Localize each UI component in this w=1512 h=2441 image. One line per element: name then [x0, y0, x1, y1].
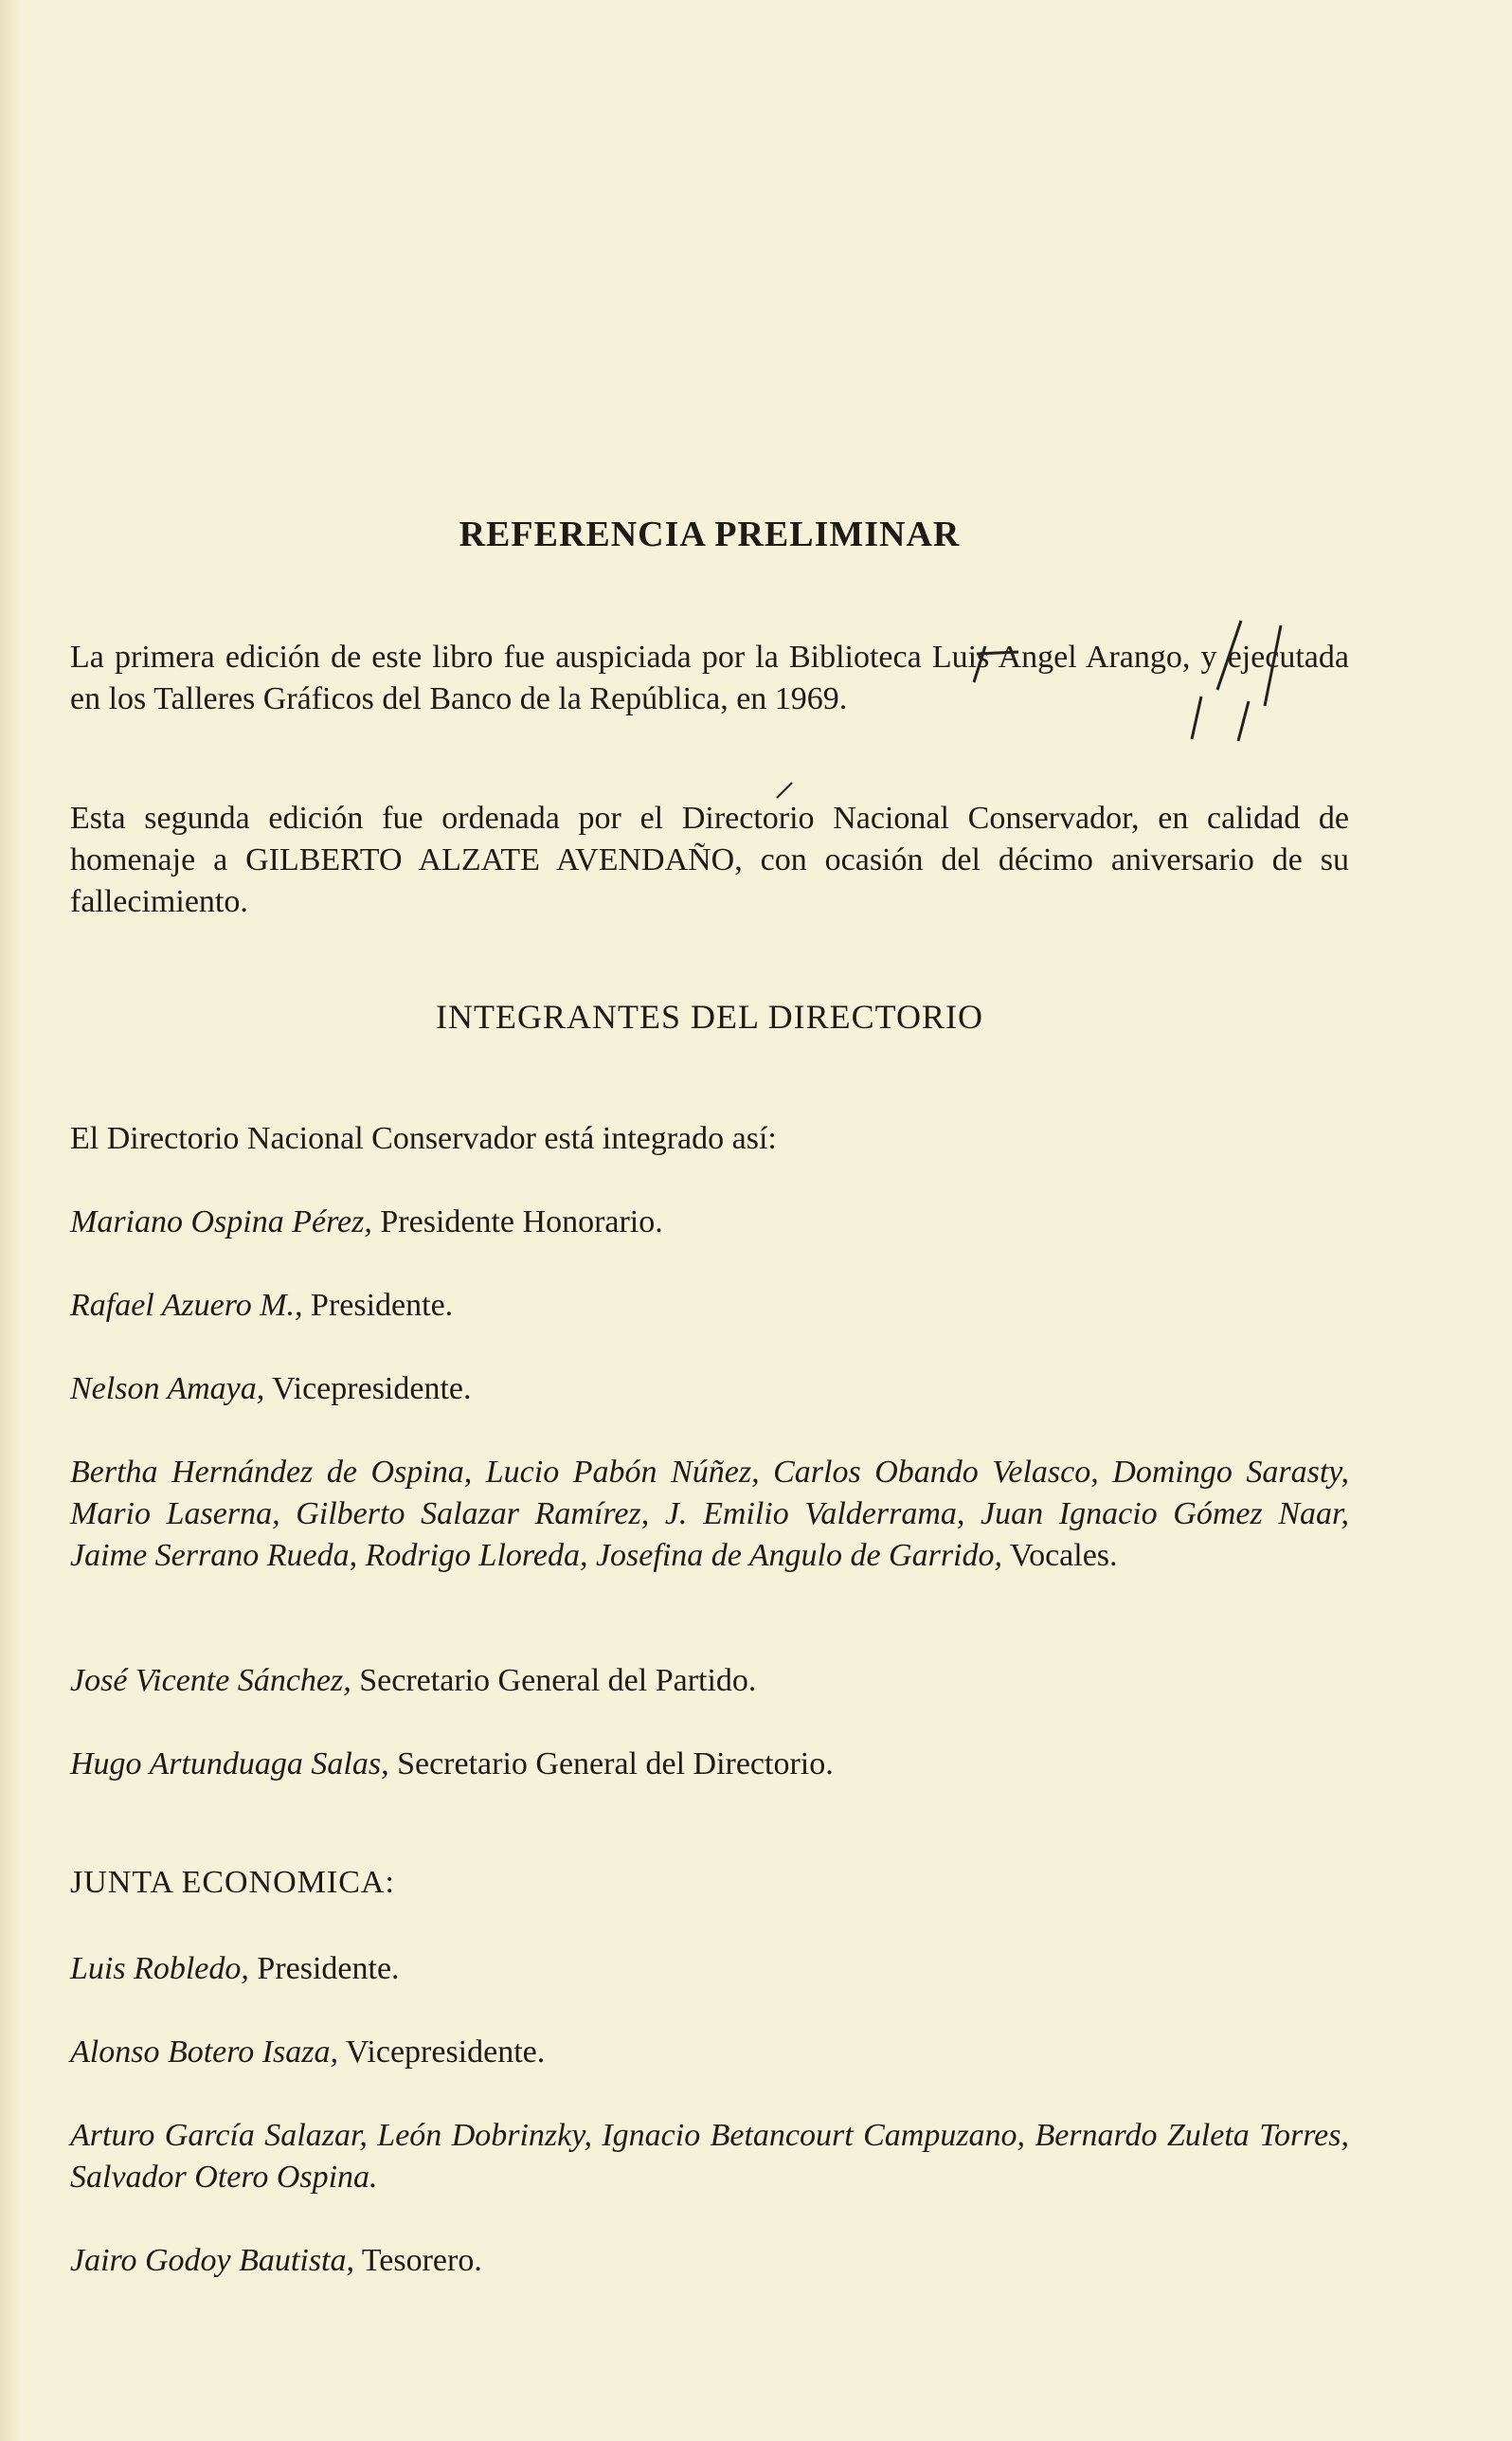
directorio-heading: INTEGRANTES DEL DIRECTORIO	[436, 998, 983, 1036]
member-names: Jairo Godoy Bautista,	[70, 2243, 354, 2278]
junta-member-entry	[70, 1948, 1349, 1990]
member-role: Presidente.	[248, 1951, 400, 1986]
junta-member-entry	[70, 2240, 1349, 2282]
member-role: Secretario General del Partido.	[351, 1663, 757, 1698]
member-role: Presidente Honorario.	[371, 1204, 663, 1239]
page-edge-shadow	[0, 0, 21, 2441]
member-names: Bertha Hernández de Ospina, Lucio Pabón Núñez, Carlos Obando Velasco, Domingo Sarasty, Mario Laserna, Gilberto Salazar Ramírez, J. Emilio Valderrama, Juan Ignacio Gómez Naar, Jaime Serrano Rueda, Rodrigo Lloreda, Josefina de Angulo de Garrido,	[70, 1455, 1349, 1573]
member-role: Secretario General del Directorio.	[388, 1746, 834, 1781]
document-title: REFERENCIA PRELIMINAR	[459, 515, 961, 554]
member-names: Alonso Botero Isaza,	[70, 2034, 339, 2070]
member-role: Vicepresidente.	[264, 1371, 472, 1406]
directorio-intro: El Directorio Nacional Conservador está integrado así:	[70, 1121, 777, 1156]
directorio-member-entry	[70, 1744, 1349, 1785]
member-names: Nelson Amaya,	[70, 1371, 265, 1406]
intro-paragraph-2: Esta segunda edición fue ordenada por el Directorio Nacional Conservador, en calidad de homenaje a GILBERTO ALZATE AVENDAÑO, con ocasión del décimo aniversario de su fallecimiento.	[70, 801, 1349, 919]
junta-heading: JUNTA ECONOMICA:	[70, 1865, 395, 1900]
directorio-member-entry	[70, 1368, 1349, 1410]
member-names: Mariano Ospina Pérez,	[70, 1204, 372, 1239]
junta-member-entry	[70, 2032, 1349, 2073]
intro-paragraph-1: La primera edición de este libro fue auspiciada por la Biblioteca Luis Angel Arango, y ejecutada en los Talleres Gráficos del Banco de la República, en 1969.	[70, 640, 1349, 716]
member-names: Hugo Artunduaga Salas,	[70, 1746, 389, 1781]
member-names: Arturo García Salazar, León Dobrinzky, Ignacio Betancourt Campuzano, Bernardo Zuleta Torres, Salvador Otero Ospina.	[70, 2118, 1349, 2195]
member-role: Tesorero.	[354, 2243, 482, 2278]
directorio-member-entry	[70, 1452, 1349, 1577]
member-names: José Vicente Sánchez,	[70, 1663, 351, 1698]
member-role: Presidente.	[302, 1288, 454, 1323]
directorio-member-entry	[70, 1202, 1349, 1243]
directorio-member-entry	[70, 1660, 1349, 1702]
member-role: Vocales.	[1002, 1538, 1118, 1573]
member-role: Vicepresidente.	[338, 2034, 546, 2070]
directorio-member-entry	[70, 1285, 1349, 1327]
member-names: Luis Robledo,	[70, 1951, 249, 1986]
junta-member-entry	[70, 2115, 1349, 2198]
member-names: Rafael Azuero M.,	[70, 1288, 303, 1323]
